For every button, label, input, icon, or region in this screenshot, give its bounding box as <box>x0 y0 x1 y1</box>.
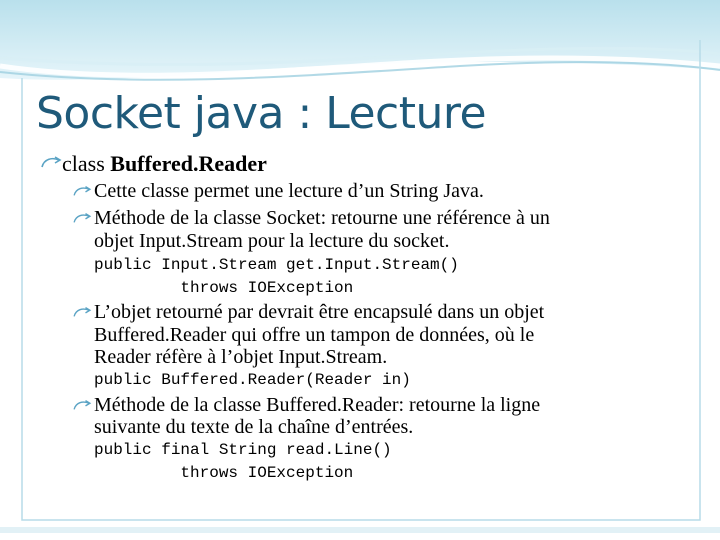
item-text: Cette classe permet une lecture d’un String Java. <box>94 180 484 202</box>
item-text: Méthode de la classe Socket: retourne une référence à un <box>94 207 550 229</box>
code-snippet: public Input.Stream get.Input.Stream() <box>94 256 459 274</box>
item-text: L’objet retourné par devrait être encapsulé dans un objet <box>94 301 545 323</box>
item-text: Méthode de la classe Buffered.Reader: retourne la ligne <box>94 394 541 416</box>
item-text: Reader réfère à l’objet Input.Stream. <box>94 346 388 368</box>
code-snippet: public Buffered.Reader(Reader in) <box>94 371 411 389</box>
curved-arrow-bullet-icon <box>72 211 92 225</box>
bullet-level1-prefix: class <box>62 151 111 176</box>
curved-arrow-bullet-icon <box>72 398 92 412</box>
curved-arrow-bullet-icon <box>72 305 92 319</box>
curved-arrow-bullet-icon <box>40 154 62 170</box>
slide-title: Socket java : Lecture <box>36 88 487 139</box>
code-snippet: public final String read.Line() <box>94 441 392 459</box>
item-text: objet Input.Stream pour la lecture du socket. <box>94 230 450 252</box>
bullet-level1-bold: Buffered.Reader <box>110 151 267 176</box>
code-snippet: throws IOException <box>94 464 354 482</box>
curved-arrow-bullet-icon <box>72 184 92 198</box>
code-snippet: throws IOException <box>94 279 354 297</box>
item-text: suivante du texte de la chaîne d’entrées. <box>94 416 414 438</box>
item-text: Buffered.Reader qui offre un tampon de données, où le <box>94 324 535 346</box>
bullet-level1-text <box>62 151 267 177</box>
